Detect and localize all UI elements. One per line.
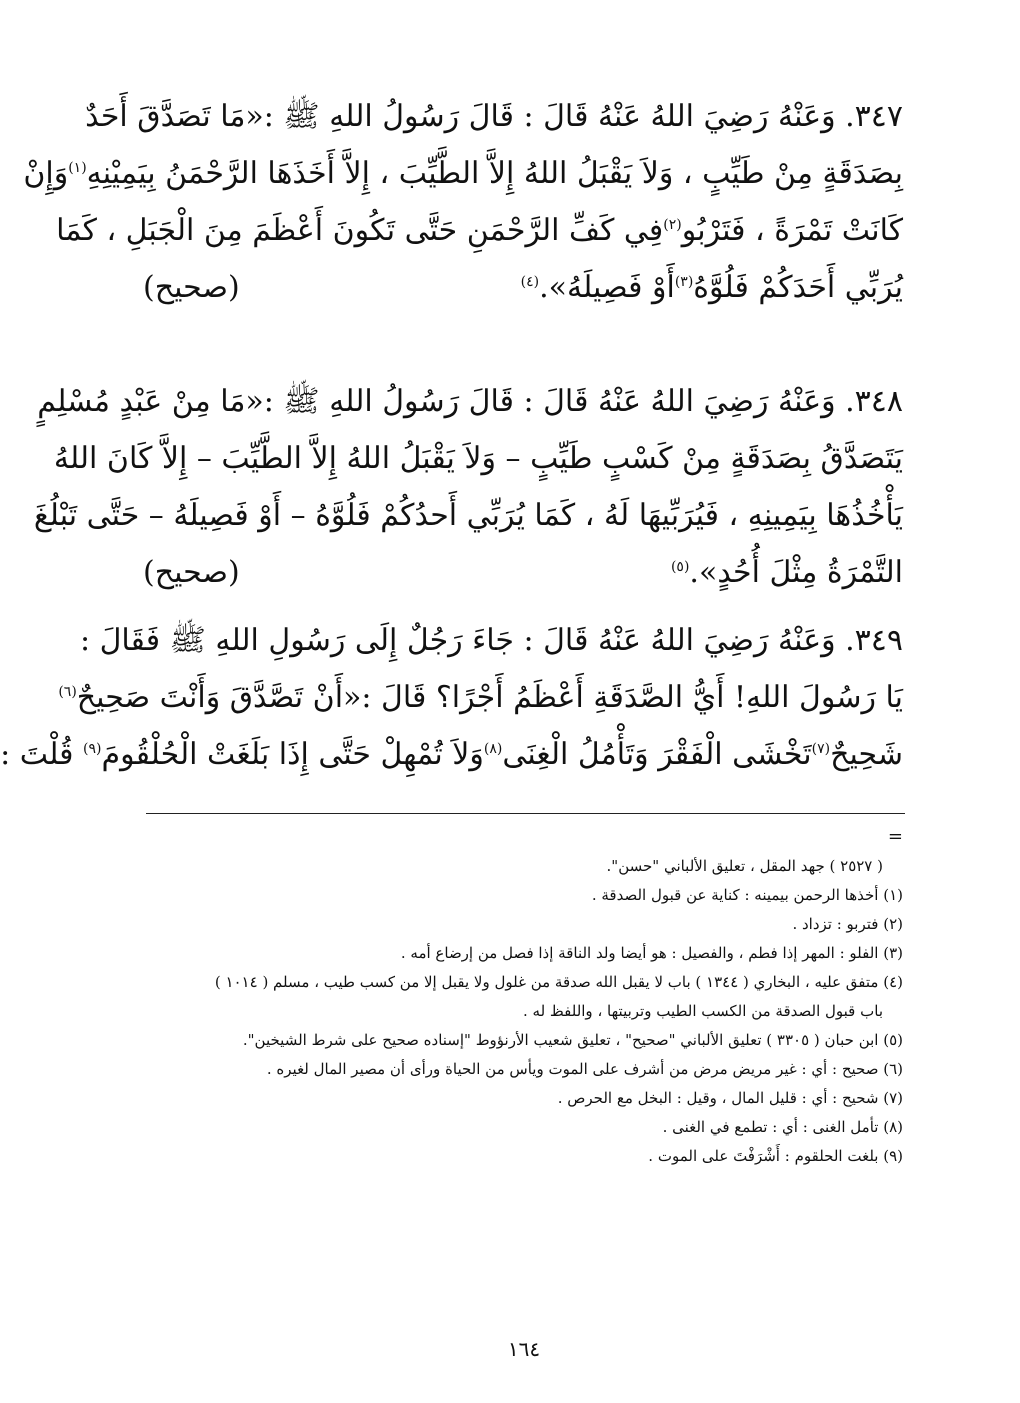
footnote-5: (٥) ابن حبان ( ٣٣٠٥ ) تعليق الألباني "صحيح" ، تعليق شعيب الأرنؤوط "إسناده صحيح على شرط الشيخين".	[242, 1031, 903, 1049]
hadith-347-line-4	[143, 259, 903, 316]
footnote-4-continued: باب قبول الصدقة من الكسب الطيب وتربيتها ، واللفظ له .	[522, 1002, 883, 1020]
footnote-ref-3[interactable]: (٣)	[674, 274, 694, 290]
page-number: ١٦٤	[507, 1337, 541, 1361]
footnote-ref-9[interactable]: (٩)	[83, 741, 102, 757]
footnote-ref-8[interactable]: (٨)	[483, 741, 503, 757]
hadith-347-line-4-rest: أَوْ فَصِيلَهُ».	[539, 270, 675, 305]
footnote-continuation: ( ٢٥٢٧ ) جهد المقل ، تعليق الألباني "حسن".	[606, 857, 883, 875]
footnote-ref-4[interactable]: (٤)	[520, 274, 540, 290]
grade-label: (صحيح)	[143, 270, 240, 305]
hadith-349-line-3-end: قُلْتَ :	[0, 737, 74, 772]
hadith-349-line-3	[0, 726, 903, 783]
footnote-ref-6[interactable]: (٦)	[58, 684, 77, 700]
footnote-ref-2[interactable]: (٢)	[663, 217, 682, 233]
hadith-348-line-4	[143, 544, 903, 601]
hadith-348	[33, 373, 903, 601]
hadith-347-line-2-end: وَإِنْ	[23, 156, 69, 191]
footnote-1: (١) أخذها الرحمن بيمينه : كناية عن قبول الصدقة .	[591, 886, 903, 904]
footnote-6: (٦) صحيح : أي : غير مريض مرض من أشرف على الموت ويأس من الحياة ورأى أن مصير المال لغيره .	[266, 1060, 903, 1078]
continuation-mark: =	[887, 826, 903, 847]
footnote-7: (٧) شحيح : أي : قليل المال ، وقيل : البخل مع الحرص .	[557, 1089, 903, 1107]
footnote-3: (٣) الفلو : المهر إذا فطم ، والفصيل : هو أيضا ولد الناقة إذا فصل من إرضاع أمه .	[400, 944, 903, 962]
footnote-ref-5[interactable]: (٥)	[670, 559, 690, 575]
footnote-2: (٢) فتربو : تزداد .	[792, 915, 903, 933]
footnotes	[128, 852, 903, 1171]
hadith-348-line-4-text: التَّمْرَةُ مِثْلَ أُحُدٍ».	[689, 555, 903, 590]
hadith-347-line-1: ٣٤٧. وَعَنْهُ رَضِيَ اللهُ عَنْهُ قَالَ : قَالَ رَسُولُ اللهِ ﷺ :«مَا تَصَدَّقَ أَحَدٌ	[85, 99, 903, 134]
hadith-347-line-2	[23, 145, 903, 202]
hadith-349-line-2-text: يَا رَسُولَ اللهِ! أَيُّ الصَّدَقَةِ أَعْظَمُ أَجْرًا؟ قَالَ :«أَنْ تَصَّدَّقَ وَأَنْتَ صَحِيحٌ	[76, 680, 903, 715]
hadith-347	[23, 88, 903, 316]
hadith-347-line-3	[56, 202, 903, 259]
footnote-ref-7[interactable]: (٧)	[811, 741, 831, 757]
footnote-8: (٨) تأمل الغنى : أي : تطمع في الغنى .	[662, 1118, 903, 1136]
hadith-348-line-2: يَتَصَدَّقُ بِصَدَقَةٍ مِنْ كَسْبٍ طَيِّبٍ – وَلاَ يَقْبَلُ اللهُ إِلاَّ الطَّيِّبَ – إِلاَّ كَانَ اللهُ	[53, 441, 903, 476]
hadith-349-line-3-mid: تَخْشَى الْفَقْرَ وَتَأْمُلُ الْغِنَى	[502, 737, 812, 772]
footnote-9: (٩) بلغت الحلقوم : أَشْرَفْتَ على الموت .	[648, 1147, 903, 1165]
hadith-347-line-2-text: بِصَدَقَةٍ مِنْ طَيِّبٍ ، وَلاَ يَقْبَلُ اللهُ إِلاَّ الطَّيِّبَ ، إِلاَّ أَخَذَهَا الرَّحْمَنُ بِيَمِيْنِهِ	[86, 156, 903, 191]
hadith-349	[0, 612, 903, 783]
hadith-349-line-3-mid2: وَلاَ تُمْهِلْ حَتَّى إِذَا بَلَغَتْ الْحُلْقُومَ	[101, 737, 484, 772]
grade-label: (صحيح)	[143, 555, 240, 590]
footnote-4: (٤) متفق عليه ، البخاري ( ١٣٤٤ ) باب لا يقبل الله صدقة من غلول ولا يقبل إلا من كسب طيب ، مسلم ( ١٠١٤ )	[214, 973, 903, 991]
hadith-348-line-1: ٣٤٨. وَعَنْهُ رَضِيَ اللهُ عَنْهُ قَالَ : قَالَ رَسُولُ اللهِ ﷺ :«مَا مِنْ عَبْدٍ مُسْلِمٍ	[37, 384, 903, 419]
footnote-separator	[146, 813, 905, 814]
hadith-349-line-2	[58, 669, 903, 726]
hadith-349-line-3-text: شَحِيحٌ	[830, 737, 903, 772]
hadith-347-line-3-rest: فِي كَفِّ الرَّحْمَنِ حَتَّى تَكُونَ أَعْظَمَ مِنَ الْجَبَلِ ، كَمَا	[56, 213, 664, 248]
footnote-ref-1[interactable]: (١)	[68, 160, 87, 176]
hadith-347-line-4-text: يُرَبِّي أَحَدَكُمْ فَلُوَّهُ	[693, 270, 903, 305]
hadith-348-line-3: يَأْخُذُهَا بِيَمِينِهِ ، فَيُرَبِّيهَا لَهُ ، كَمَا يُرَبِّي أَحدُكُمْ فَلُوَّهُ – أَوْ فَصِيلَهُ – حَتَّى تَبْلُغَ	[33, 498, 903, 533]
hadith-349-line-1: ٣٤٩. وَعَنْهُ رَضِيَ اللهُ عَنْهُ قَالَ : جَاءَ رَجُلٌ إِلَى رَسُولِ اللهِ ﷺ فَقَالَ :	[79, 623, 903, 658]
hadith-347-line-3-text: كَانَتْ تَمْرَةً ، فَتَرْبُو	[681, 213, 903, 248]
